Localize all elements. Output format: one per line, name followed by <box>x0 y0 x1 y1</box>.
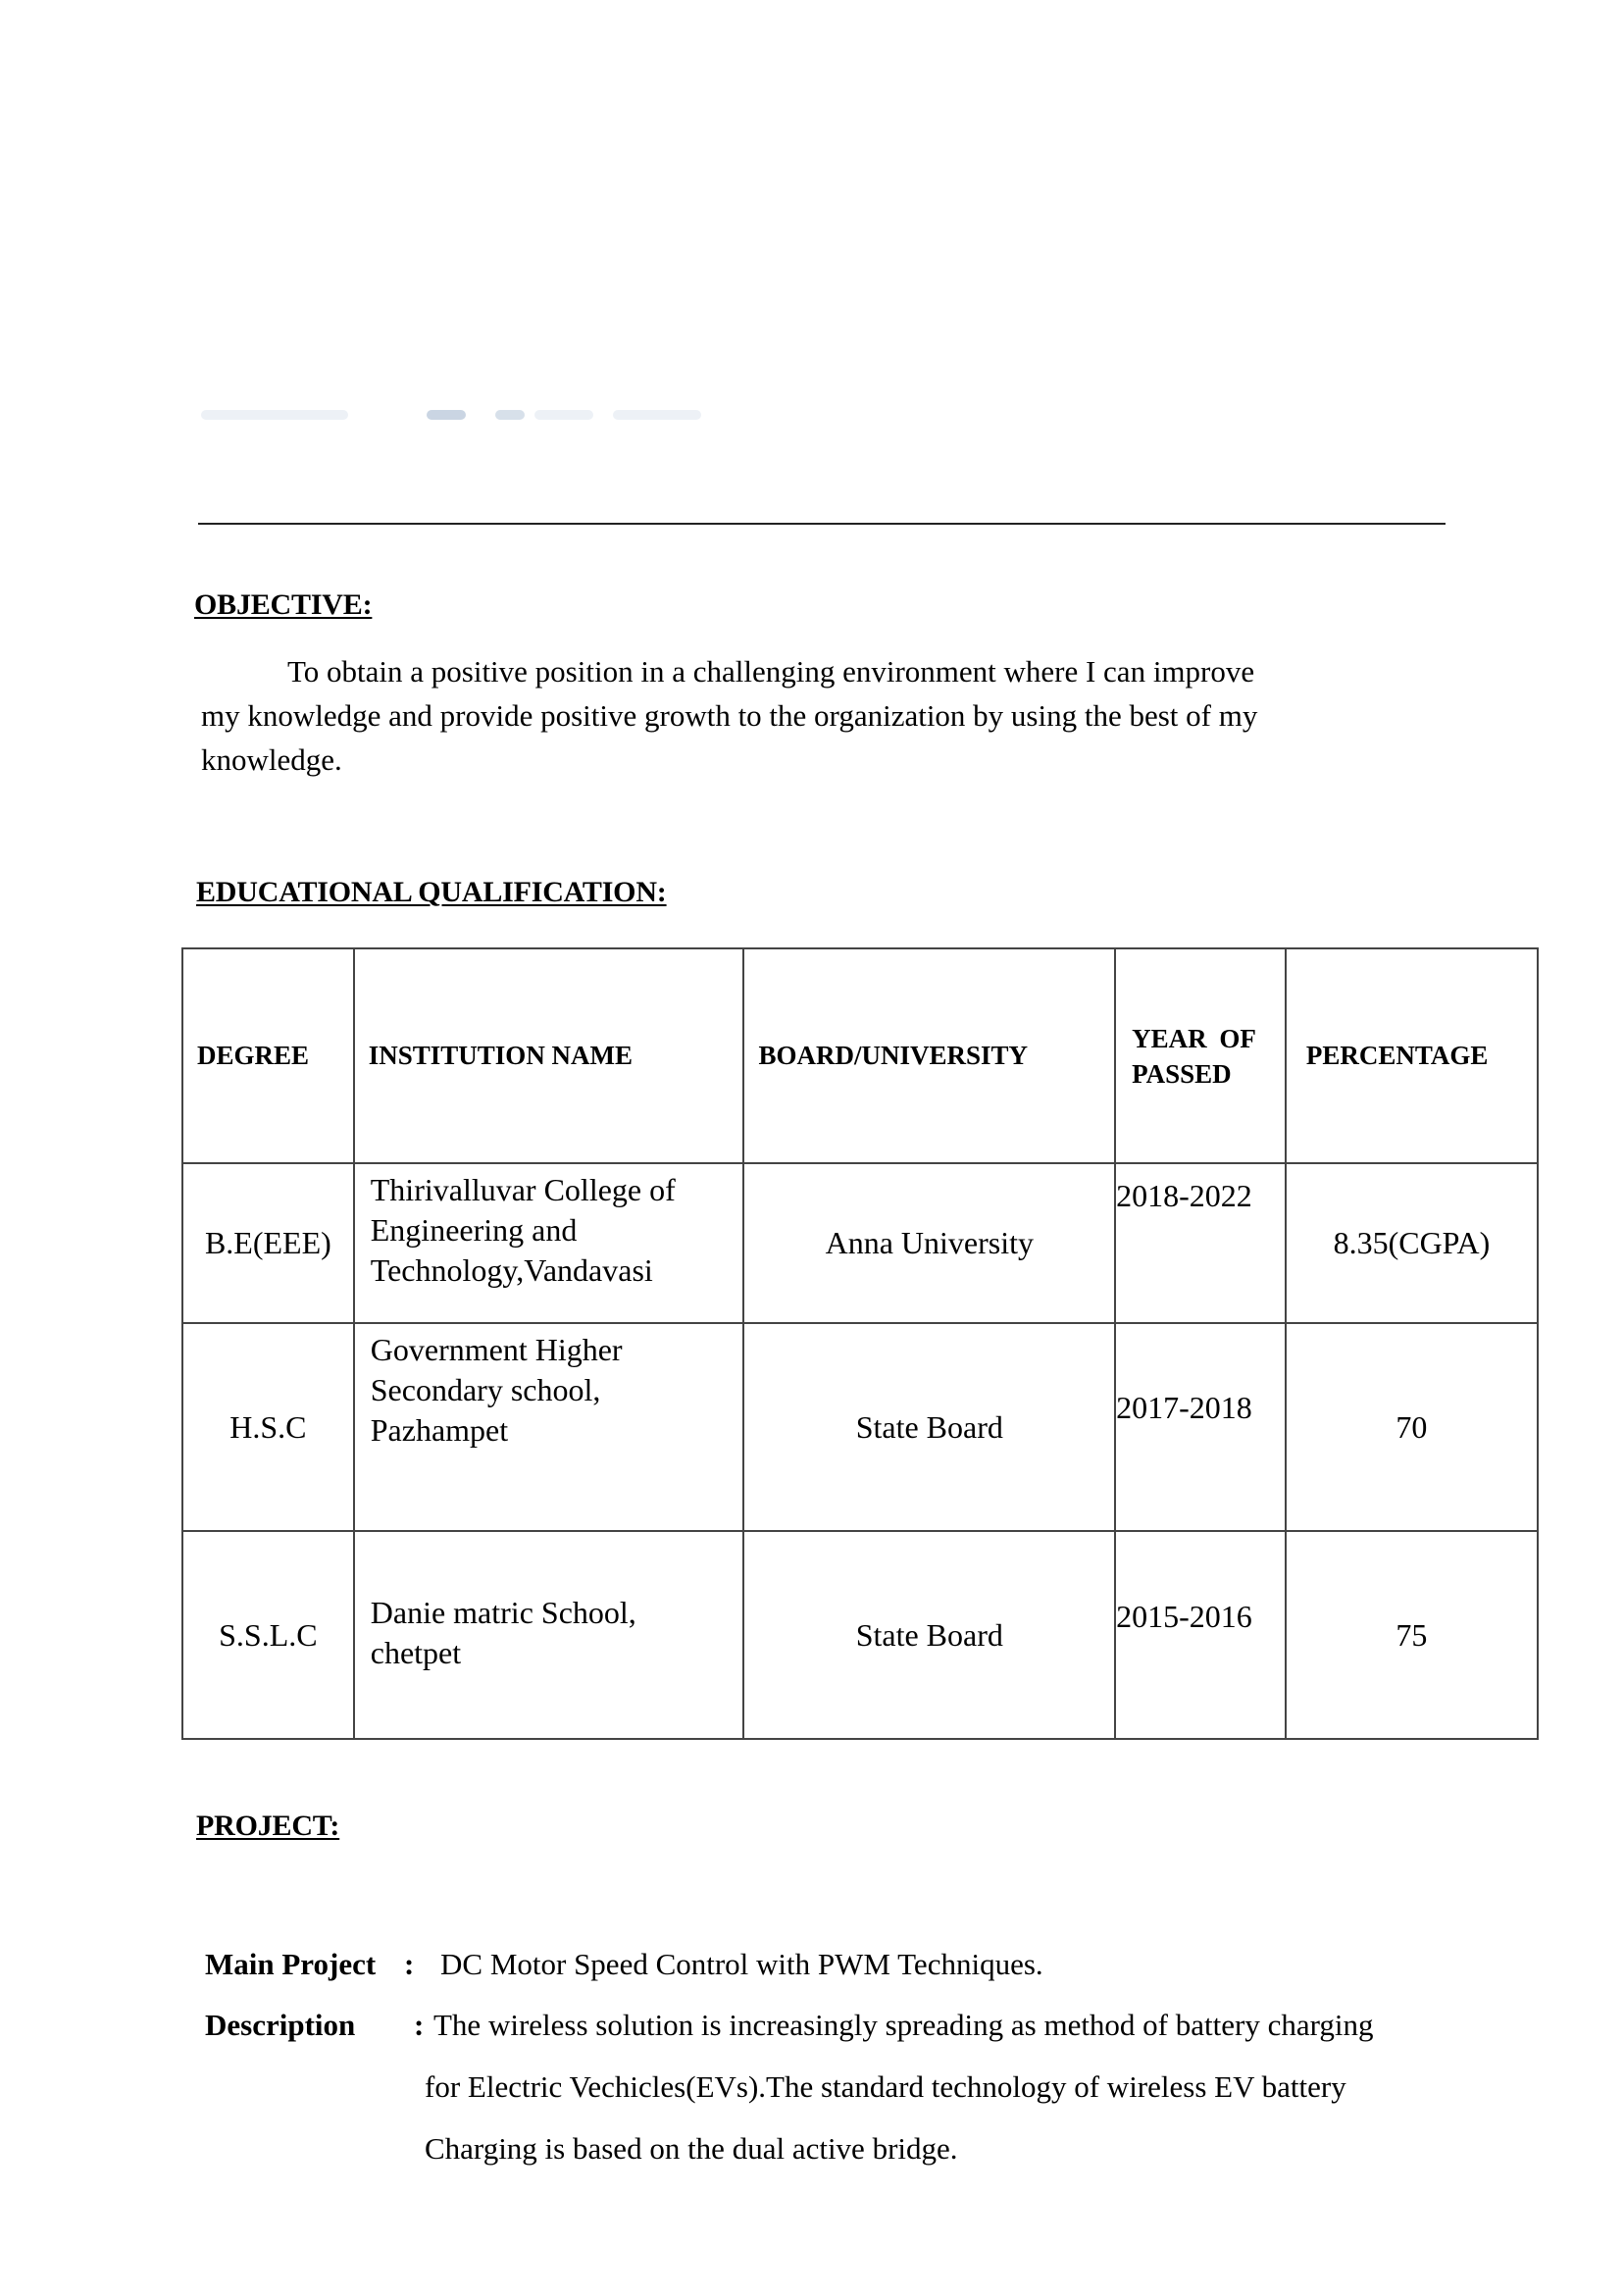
table-row <box>182 1323 1538 1531</box>
percentage-cell: 8.35(CGPA) <box>1286 1163 1538 1323</box>
objective-line-2: my knowledge and provide positive growth to the organization by using the best of my <box>201 698 1258 733</box>
board-cell: State Board <box>743 1531 1115 1739</box>
institution-line: chetpet <box>370 1635 462 1670</box>
table-row <box>182 1163 1538 1323</box>
institution-cell <box>354 1323 744 1531</box>
column-header-board: BOARD/UNIVERSITY <box>743 948 1115 1163</box>
description-label: Description <box>205 2008 356 2042</box>
main-project-colon: : <box>404 1947 415 1981</box>
table-header-row <box>182 948 1538 1163</box>
year-cell: 2018-2022 <box>1115 1163 1286 1323</box>
institution-line: Secondary school, <box>370 1372 601 1407</box>
education-table <box>181 947 1539 1740</box>
table-row <box>182 1531 1538 1739</box>
column-header-year: YEAR OF PASSED <box>1115 948 1286 1163</box>
institution-line: Technology,Vandavasi <box>370 1252 653 1288</box>
institution-cell <box>354 1531 744 1739</box>
objective-heading: OBJECTIVE: <box>194 588 373 621</box>
degree-cell: S.S.L.C <box>182 1531 354 1739</box>
column-header-degree: DEGREE <box>182 948 354 1163</box>
institution-line: Engineering and <box>370 1212 578 1248</box>
project-heading: PROJECT: <box>196 1810 340 1842</box>
main-project-value: DC Motor Speed Control with PWM Techniques. <box>440 1947 1043 1981</box>
description-line-2: for Electric Vechicles(EVs).The standard technology of wireless EV battery <box>425 2069 1346 2104</box>
education-heading: EDUCATIONAL QUALIFICATION: <box>196 876 667 908</box>
column-header-percentage: PERCENTAGE <box>1286 948 1538 1163</box>
institution-line: Danie matric School, <box>370 1595 636 1630</box>
degree-cell: H.S.C <box>182 1323 354 1531</box>
description-line-1: The wireless solution is increasingly spreading as method of battery charging <box>433 2008 1374 2042</box>
main-project-label: Main Project <box>205 1947 377 1981</box>
institution-line: Thirivalluvar College of <box>370 1172 676 1207</box>
description-line-3: Charging is based on the dual active bridge. <box>425 2131 958 2166</box>
faded-logo-artifact <box>201 410 711 424</box>
percentage-cell: 70 <box>1286 1323 1538 1531</box>
institution-line: Pazhampet <box>370 1412 509 1448</box>
objective-line-1: To obtain a positive position in a challenging environment where I can improve <box>287 654 1255 689</box>
header-divider <box>198 523 1446 525</box>
objective-line-3: knowledge. <box>201 742 342 777</box>
board-cell: State Board <box>743 1323 1115 1531</box>
board-cell: Anna University <box>743 1163 1115 1323</box>
year-cell: 2015-2016 <box>1115 1531 1286 1739</box>
column-header-institution: INSTITUTION NAME <box>354 948 744 1163</box>
degree-cell: B.E(EEE) <box>182 1163 354 1323</box>
institution-line: Government Higher <box>370 1332 623 1367</box>
description-colon: : <box>414 2008 425 2042</box>
percentage-cell: 75 <box>1286 1531 1538 1739</box>
year-cell: 2017-2018 <box>1115 1323 1286 1531</box>
institution-cell <box>354 1163 744 1323</box>
